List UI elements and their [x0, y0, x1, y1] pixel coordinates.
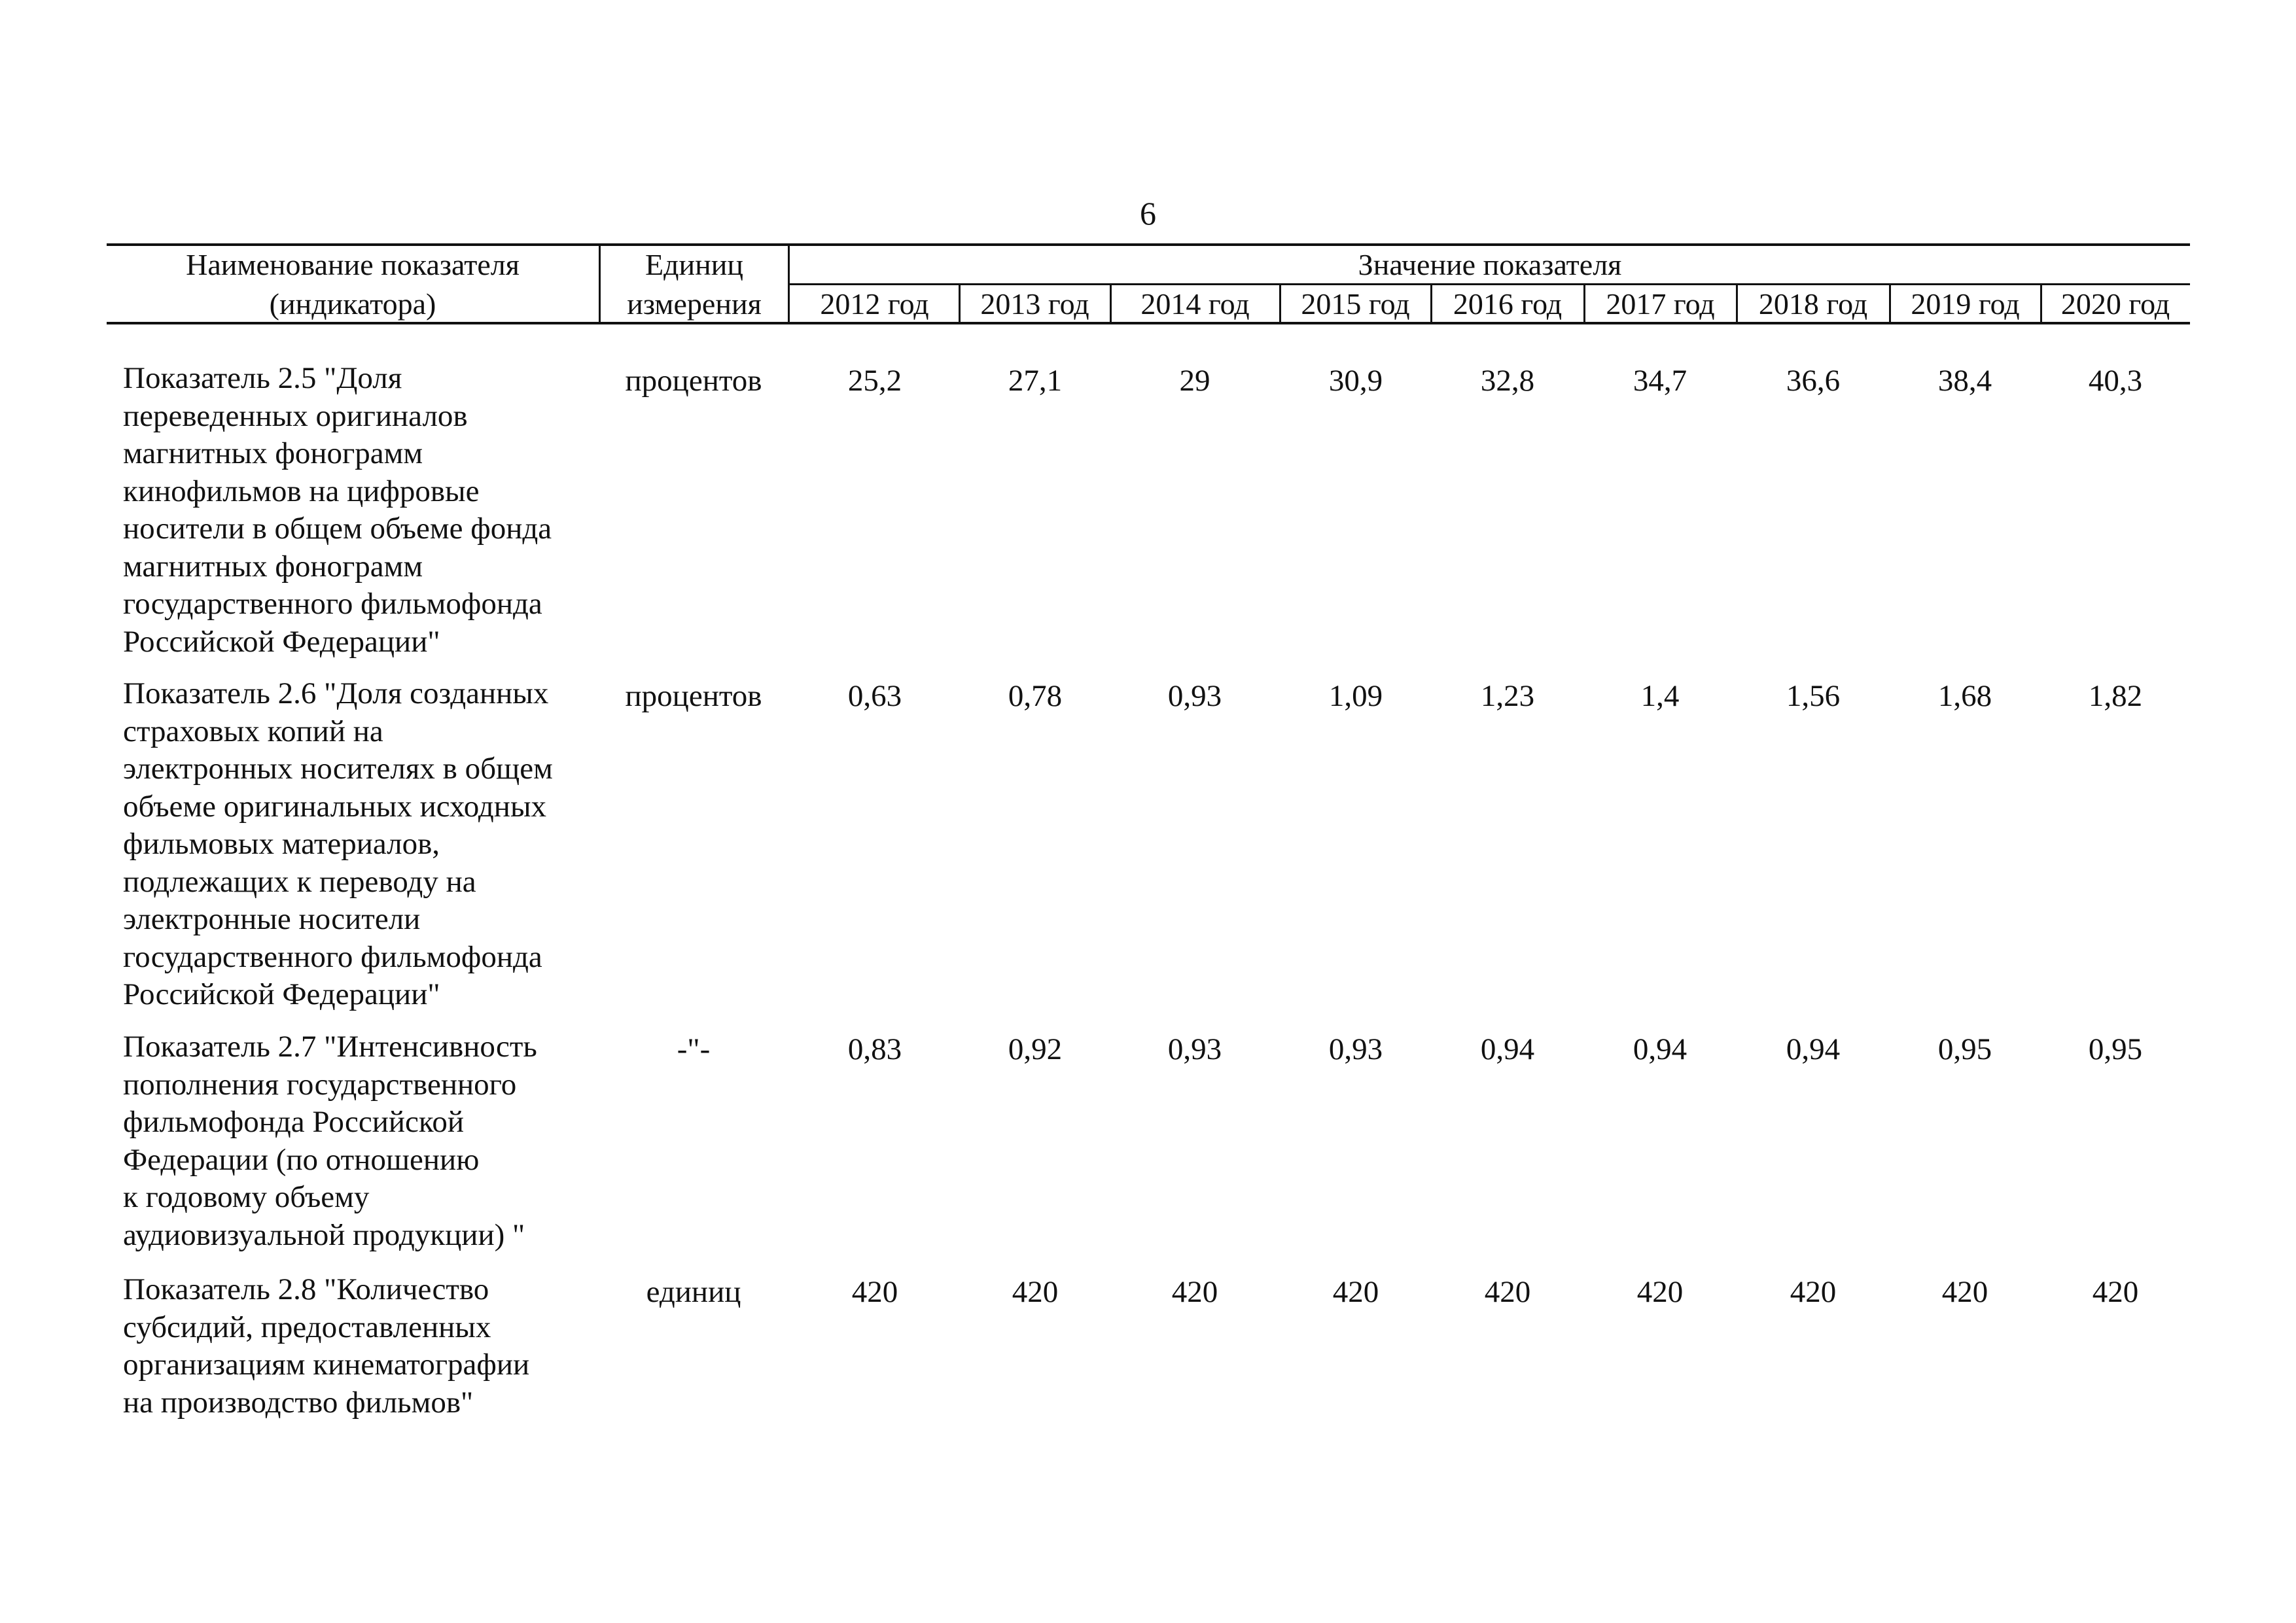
row-value-2019: 38,4: [1937, 364, 1992, 398]
row-value-2015: 1,09: [1328, 679, 1383, 713]
row-value-2020: 40,3: [2088, 364, 2143, 398]
row-value-2015: 30,9: [1328, 364, 1383, 398]
row-value-2014: 0,93: [1167, 1032, 1222, 1066]
header-values-title: Значение показателя: [1358, 248, 1622, 281]
row-unit: единиц: [646, 1275, 741, 1309]
row-value-2018: 1,56: [1786, 679, 1841, 713]
header-year-2012: 2012 год: [820, 287, 929, 321]
row-value-2013: 420: [1012, 1275, 1059, 1309]
row-value-2012: 0,83: [847, 1032, 902, 1066]
header-year-2018: 2018 год: [1758, 287, 1868, 321]
row-value-2016: 32,8: [1480, 364, 1535, 398]
row-value-2017: 420: [1636, 1275, 1684, 1309]
row-unit: процентов: [625, 364, 762, 398]
header-year-2013: 2013 год: [980, 287, 1089, 321]
row-value-2012: 0,63: [847, 679, 902, 713]
header-year-2014: 2014 год: [1140, 287, 1250, 321]
row-value-2019: 0,95: [1937, 1032, 1992, 1066]
header-year-2017: 2017 год: [1606, 287, 1715, 321]
row-value-2016: 1,23: [1480, 679, 1535, 713]
row-value-2016: 420: [1484, 1275, 1531, 1309]
header-name-line2: (индикатора): [269, 287, 436, 321]
row-value-2020: 1,82: [2088, 679, 2143, 713]
row-value-2013: 0,92: [1008, 1032, 1063, 1066]
row-indicator-name: Показатель 2.8 "Количество субсидий, предоставленных организациям кинематографии на производство фильмов": [123, 1272, 530, 1420]
row-value-2012: 25,2: [847, 364, 902, 398]
row-value-2018: 36,6: [1786, 364, 1841, 398]
row-indicator-name: Показатель 2.6 "Доля созданных страховых копий на электронных носителях в общем объеме оригинальных исходных фильмовых материалов, подлежащих к переводу на электронные носители государственного фильмофонда Российской Федерации": [123, 676, 553, 1011]
row-value-2019: 1,68: [1937, 679, 1992, 713]
header-unit-line2: измерения: [627, 287, 762, 321]
header-name-line1: Наименование показателя: [186, 248, 520, 281]
row-value-2017: 1,4: [1640, 679, 1680, 713]
row-value-2017: 34,7: [1633, 364, 1687, 398]
page-number: 6: [1140, 195, 1156, 232]
row-value-2015: 0,93: [1328, 1032, 1383, 1066]
row-value-2012: 420: [851, 1275, 898, 1309]
row-value-2013: 0,78: [1008, 679, 1063, 713]
row-value-2014: 420: [1171, 1275, 1218, 1309]
row-value-2018: 420: [1790, 1275, 1837, 1309]
row-value-2019: 420: [1941, 1275, 1988, 1309]
header-year-2020: 2020 год: [2060, 287, 2170, 321]
row-value-2018: 0,94: [1786, 1032, 1841, 1066]
header-year-2019: 2019 год: [1911, 287, 2020, 321]
row-indicator-name: Показатель 2.7 "Интенсивность пополнения государственного фильмофонда Российской Федерации (по отношению к годовому объему аудиовизуальной продукции) ": [123, 1030, 537, 1252]
row-value-2017: 0,94: [1633, 1032, 1687, 1066]
row-value-2020: 0,95: [2088, 1032, 2143, 1066]
header-unit-line1: Единиц: [645, 248, 743, 281]
row-value-2015: 420: [1332, 1275, 1379, 1309]
header-year-2016: 2016 год: [1453, 287, 1563, 321]
header-year-2015: 2015 год: [1301, 287, 1410, 321]
row-value-2013: 27,1: [1008, 364, 1063, 398]
row-value-2014: 0,93: [1167, 679, 1222, 713]
row-unit: -"-: [677, 1032, 711, 1066]
row-value-2016: 0,94: [1480, 1032, 1535, 1066]
row-value-2020: 420: [2092, 1275, 2139, 1309]
row-unit: процентов: [625, 679, 762, 713]
row-value-2014: 29: [1179, 364, 1210, 398]
row-indicator-name: Показатель 2.5 "Доля переведенных оригиналов магнитных фонограмм кинофильмов на цифровые носители в общем объеме фонда магнитных фонограмм государственного фильмофонда Российской Федерации": [123, 361, 552, 659]
